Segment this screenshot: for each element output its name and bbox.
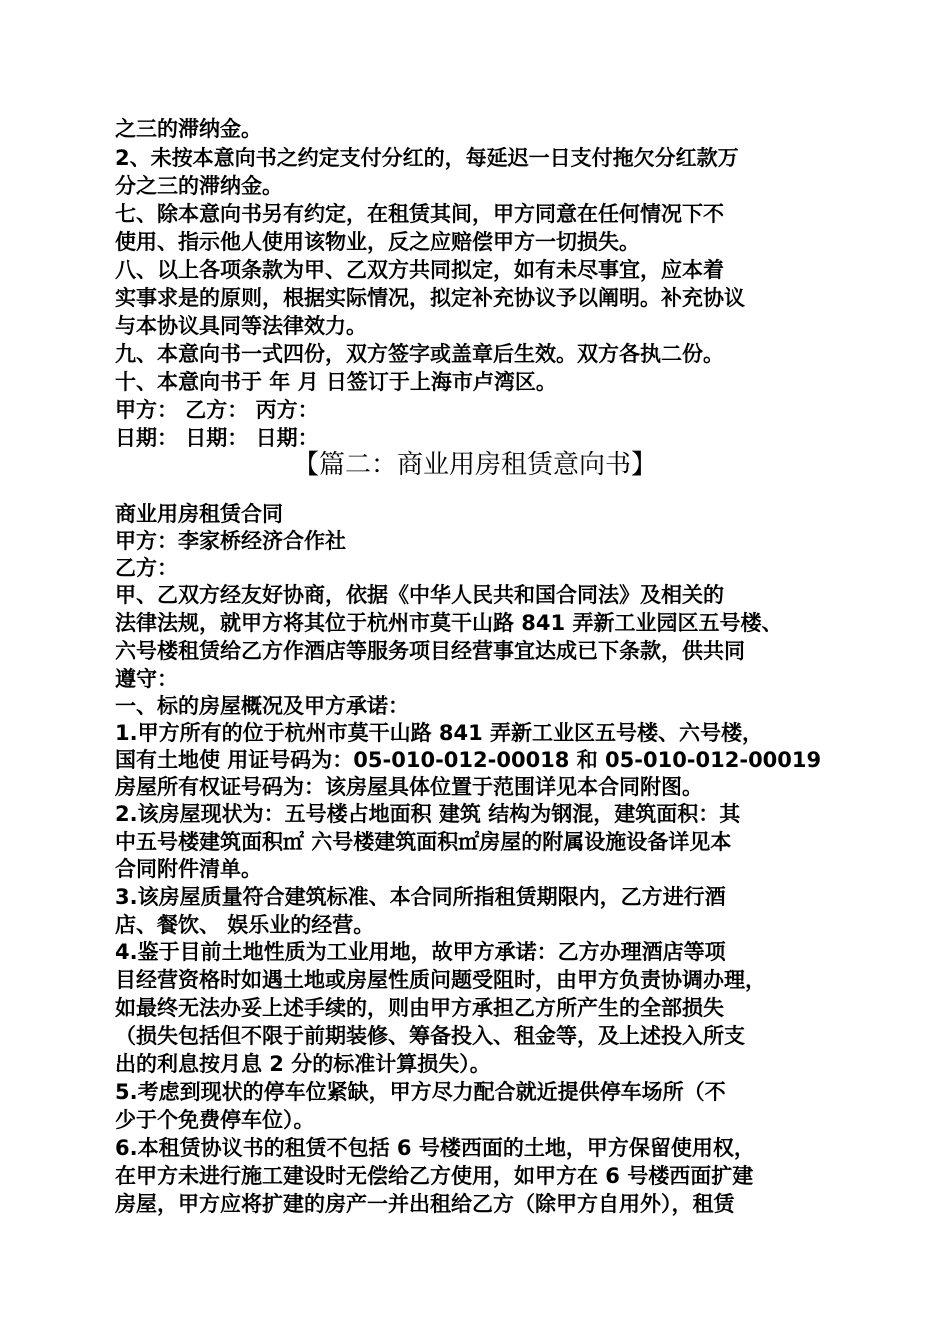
text-line: 在甲方未进行施工建设时无偿给乙方使用，如甲方在 6 号楼西面扩建 bbox=[115, 1164, 754, 1188]
text-line: 店、餐饮、 娱乐业的经营。 bbox=[115, 913, 375, 937]
text-line: 出的利息按月息 2 分的标准计算损失）。 bbox=[115, 1052, 491, 1076]
text-line: 十、本意向书于 年 月 日签订于上海市卢湾区。 bbox=[115, 370, 557, 394]
text-line: 2.该房屋现状为：五号楼占地面积 建筑 结构为钢混，建筑面积：其 bbox=[115, 802, 741, 826]
text-line: 2、未按本意向书之约定支付分红的，每延迟一日支付拖欠分红款万 bbox=[115, 146, 739, 170]
text-line: 中五号楼建筑面积㎡ 六号楼建筑面积㎡房屋的附属设施设备详见本 bbox=[115, 830, 732, 854]
text-line: 3.该房屋质量符合建筑标准、本合同所指租赁期限内，乙方进行酒 bbox=[115, 885, 726, 909]
party-b-line: 乙方： bbox=[115, 556, 178, 580]
text-line: 甲、乙双方经友好协商，依据《中华人民共和国合同法》及相关的 bbox=[115, 583, 724, 607]
party-a-line: 甲方：李家桥经济合作社 bbox=[115, 529, 346, 553]
section-heading: 【篇二：商业用房租赁意向书】 bbox=[292, 450, 657, 480]
text-line: 六号楼租赁给乙方作酒店等服务项目经营事宜达成已下条款，供共同 bbox=[115, 639, 745, 663]
text-line: 6.本租赁协议书的租赁不包括 6 号楼西面的土地，甲方保留使用权， bbox=[115, 1136, 755, 1160]
text-line: 房屋，甲方应将扩建的房产一并出租给乙方（除甲方自用外），租赁 bbox=[115, 1192, 735, 1216]
text-line: （损失包括但不限于前期装修、筹备投入、租金等，及上述投入所支 bbox=[115, 1024, 745, 1048]
signature-parties-line: 甲方： 乙方： 丙方： bbox=[115, 398, 319, 422]
text-line: 4.鉴于目前土地性质为工业用地，故甲方承诺：乙方办理酒店等项 bbox=[115, 940, 726, 964]
contract-title: 商业用房租赁合同 bbox=[115, 502, 283, 526]
text-line: 1.甲方所有的位于杭州市莫干山路 841 弄新工业区五号楼、六号楼， bbox=[115, 721, 764, 745]
text-line: 如最终无法办妥上述手续的，则由甲方承担乙方所产生的全部损失 bbox=[115, 996, 724, 1020]
clause-heading: 一、标的房屋概况及甲方承诺： bbox=[115, 694, 409, 718]
text-line: 实事求是的原则，根据实际情况，拟定补充协议予以阐明。补充协议 bbox=[115, 286, 745, 310]
text-line: 与本协议具同等法律效力。 bbox=[115, 314, 367, 338]
text-line: 八、以上各项条款为甲、乙双方共同拟定，如有未尽事宜，应本着 bbox=[115, 258, 724, 282]
text-line: 使用、指示他人使用该物业，反之应赔偿甲方一切损失。 bbox=[115, 230, 640, 254]
signature-dates-line: 日期： 日期： 日期： bbox=[115, 426, 319, 450]
text-line: 房屋所有权证号码为：该房屋具体位置于范围详见本合同附图。 bbox=[115, 775, 703, 799]
text-line: 少于个免费停车位）。 bbox=[115, 1108, 315, 1132]
text-line: 目经营资格时如遇土地或房屋性质问题受阻时，由甲方负责协调办理， bbox=[115, 968, 766, 992]
text-line: 5.考虑到现状的停车位紧缺，甲方尽力配合就近提供停车场所（不 bbox=[115, 1080, 726, 1104]
text-line: 合同附件清单。 bbox=[115, 857, 262, 881]
text-line: 法律法规，就甲方将其位于杭州市莫干山路 841 弄新工业园区五号楼、 bbox=[115, 611, 783, 635]
text-line: 国有土地使 用证号码为：05-010-012-00018 和 05-010-012-00019 bbox=[115, 748, 822, 772]
text-line: 分之三的滞纳金。 bbox=[115, 174, 283, 198]
text-line: 七、除本意向书另有约定，在租赁其间，甲方同意在任何情况下不 bbox=[115, 202, 724, 226]
text-line: 之三的滞纳金。 bbox=[115, 117, 262, 141]
text-line: 九、本意向书一式四份，双方签字或盖章后生效。双方各执二份。 bbox=[115, 342, 724, 366]
text-line: 遵守： bbox=[115, 667, 178, 691]
